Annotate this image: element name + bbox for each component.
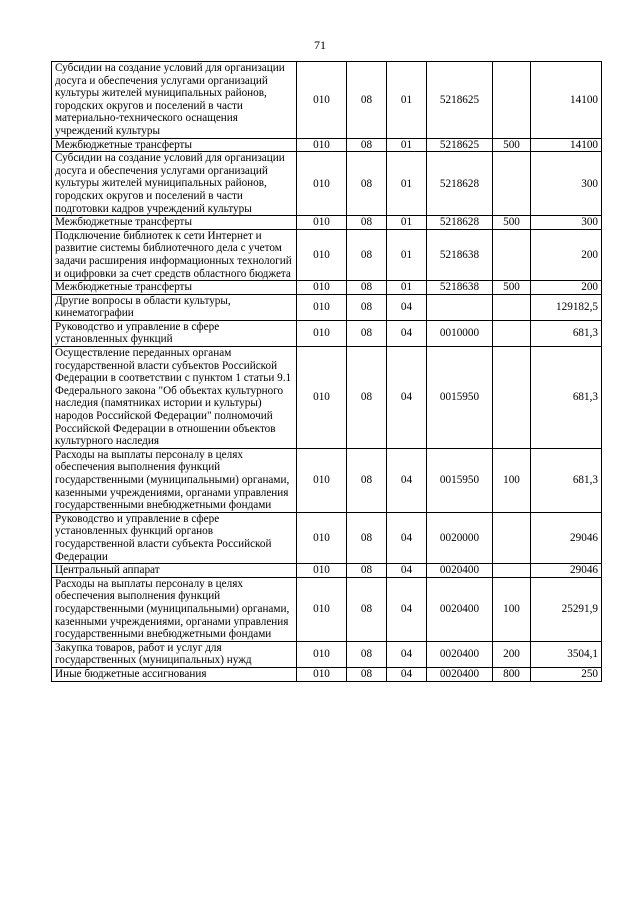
- table-row: [52, 564, 602, 578]
- expense-type-cell: [493, 512, 531, 563]
- admin-code-cell: 010: [297, 564, 347, 578]
- subsection-code-cell: 01: [387, 62, 427, 139]
- target-article-cell: 0020400: [427, 641, 493, 667]
- table-row: [52, 138, 602, 152]
- row-name-cell: Центральный аппарат: [52, 564, 297, 578]
- table-row: [52, 667, 602, 681]
- subsection-code-cell: 01: [387, 216, 427, 230]
- amount-cell: 250: [531, 667, 602, 681]
- row-name-cell: Другие вопросы в области культуры, кинематографии: [52, 294, 297, 320]
- row-name-cell: Межбюджетные трансферты: [52, 138, 297, 152]
- table-row: [52, 216, 602, 230]
- subsection-code-cell: 01: [387, 281, 427, 295]
- row-name-cell: Иные бюджетные ассигнования: [52, 667, 297, 681]
- target-article-cell: 0020400: [427, 564, 493, 578]
- section-code-cell: 08: [347, 294, 387, 320]
- expense-type-cell: 200: [493, 641, 531, 667]
- subsection-code-cell: 04: [387, 641, 427, 667]
- admin-code-cell: 010: [297, 577, 347, 641]
- amount-cell: 29046: [531, 512, 602, 563]
- expense-type-cell: [493, 229, 531, 280]
- amount-cell: 129182,5: [531, 294, 602, 320]
- table-row: [52, 641, 602, 667]
- subsection-code-cell: 01: [387, 138, 427, 152]
- amount-cell: 681,3: [531, 347, 602, 449]
- section-code-cell: 08: [347, 641, 387, 667]
- target-article-cell: 5218628: [427, 152, 493, 216]
- amount-cell: 300: [531, 216, 602, 230]
- admin-code-cell: 010: [297, 152, 347, 216]
- amount-cell: 25291,9: [531, 577, 602, 641]
- admin-code-cell: 010: [297, 229, 347, 280]
- admin-code-cell: 010: [297, 347, 347, 449]
- admin-code-cell: 010: [297, 138, 347, 152]
- subsection-code-cell: 04: [387, 577, 427, 641]
- row-name-cell: Межбюджетные трансферты: [52, 281, 297, 295]
- section-code-cell: 08: [347, 281, 387, 295]
- section-code-cell: 08: [347, 320, 387, 346]
- row-name-cell: Осуществление переданных органам государственной власти субъектов Российской Федерации в соответствии с пунктом 1 статьи 9.1 Федерального закона "Об объектах культурного наследия (памятниках истории и культуры) народов Российской Федерации" полномочий Российской Федерации в отношении объектов культурного наследия: [52, 347, 297, 449]
- table-row: [52, 281, 602, 295]
- expense-type-cell: [493, 294, 531, 320]
- section-code-cell: 08: [347, 564, 387, 578]
- expense-type-cell: [493, 347, 531, 449]
- subsection-code-cell: 04: [387, 448, 427, 512]
- section-code-cell: 08: [347, 577, 387, 641]
- row-name-cell: Закупка товаров, работ и услуг для государственных (муниципальных) нужд: [52, 641, 297, 667]
- table-row: [52, 152, 602, 216]
- subsection-code-cell: 04: [387, 512, 427, 563]
- row-name-cell: Расходы на выплаты персоналу в целях обеспечения выполнения функций государственными (муниципальными) органами, казенными учреждениями, органами управления государственными внебюджетными фондами: [52, 577, 297, 641]
- table-row: [52, 512, 602, 563]
- amount-cell: 14100: [531, 138, 602, 152]
- target-article-cell: 0015950: [427, 448, 493, 512]
- section-code-cell: 08: [347, 448, 387, 512]
- subsection-code-cell: 04: [387, 564, 427, 578]
- section-code-cell: 08: [347, 667, 387, 681]
- expense-type-cell: 100: [493, 448, 531, 512]
- section-code-cell: 08: [347, 62, 387, 139]
- expense-type-cell: 500: [493, 216, 531, 230]
- table-row: [52, 62, 602, 139]
- subsection-code-cell: 04: [387, 347, 427, 449]
- subsection-code-cell: 01: [387, 152, 427, 216]
- expense-type-cell: [493, 62, 531, 139]
- row-name-cell: Подключение библиотек к сети Интернет и развитие системы библиотечного дела с учетом задачи расширения информационных технологий и оцифровки за счет средств областного бюджета: [52, 229, 297, 280]
- target-article-cell: 5218638: [427, 281, 493, 295]
- row-name-cell: Субсидии на создание условий для организации досуга и обеспечения услугами организаций культуры жителей муниципальных районов, городских округов и поселений в части подготовки кадров учреждений культуры: [52, 152, 297, 216]
- admin-code-cell: 010: [297, 667, 347, 681]
- row-name-cell: Руководство и управление в сфере установленных функций органов государственной власти субъекта Российской Федерации: [52, 512, 297, 563]
- expense-type-cell: 500: [493, 138, 531, 152]
- table-row: [52, 320, 602, 346]
- subsection-code-cell: 04: [387, 667, 427, 681]
- amount-cell: 681,3: [531, 448, 602, 512]
- subsection-code-cell: 04: [387, 294, 427, 320]
- page-number: 71: [314, 38, 326, 52]
- admin-code-cell: 010: [297, 216, 347, 230]
- amount-cell: 3504,1: [531, 641, 602, 667]
- target-article-cell: 5218625: [427, 62, 493, 139]
- expense-type-cell: 800: [493, 667, 531, 681]
- target-article-cell: 5218625: [427, 138, 493, 152]
- target-article-cell: 0015950: [427, 347, 493, 449]
- expense-type-cell: [493, 320, 531, 346]
- section-code-cell: 08: [347, 512, 387, 563]
- table-row: [52, 448, 602, 512]
- expense-type-cell: 500: [493, 281, 531, 295]
- budget-table: [51, 61, 602, 682]
- target-article-cell: 5218638: [427, 229, 493, 280]
- admin-code-cell: 010: [297, 641, 347, 667]
- row-name-cell: Руководство и управление в сфере установленных функций: [52, 320, 297, 346]
- amount-cell: 29046: [531, 564, 602, 578]
- section-code-cell: 08: [347, 229, 387, 280]
- table-row: [52, 577, 602, 641]
- table-row: [52, 347, 602, 449]
- target-article-cell: 0020000: [427, 512, 493, 563]
- row-name-cell: Расходы на выплаты персоналу в целях обеспечения выполнения функций государственными (муниципальными) органами, казенными учреждениями, органами управления государственными внебюджетными фондами: [52, 448, 297, 512]
- admin-code-cell: 010: [297, 62, 347, 139]
- row-name-cell: Межбюджетные трансферты: [52, 216, 297, 230]
- amount-cell: 14100: [531, 62, 602, 139]
- expense-type-cell: [493, 152, 531, 216]
- admin-code-cell: 010: [297, 281, 347, 295]
- amount-cell: 300: [531, 152, 602, 216]
- subsection-code-cell: 04: [387, 320, 427, 346]
- amount-cell: 681,3: [531, 320, 602, 346]
- amount-cell: 200: [531, 281, 602, 295]
- table-row: [52, 294, 602, 320]
- expense-type-cell: [493, 564, 531, 578]
- admin-code-cell: 010: [297, 294, 347, 320]
- target-article-cell: 0020400: [427, 577, 493, 641]
- target-article-cell: [427, 294, 493, 320]
- admin-code-cell: 010: [297, 320, 347, 346]
- section-code-cell: 08: [347, 216, 387, 230]
- target-article-cell: 0010000: [427, 320, 493, 346]
- section-code-cell: 08: [347, 138, 387, 152]
- subsection-code-cell: 01: [387, 229, 427, 280]
- section-code-cell: 08: [347, 152, 387, 216]
- target-article-cell: 0020400: [427, 667, 493, 681]
- row-name-cell: Субсидии на создание условий для организации досуга и обеспечения услугами организаций культуры жителей муниципальных районов, городских округов и поселений в части материально-технического оснащения учреждений культуры: [52, 62, 297, 139]
- admin-code-cell: 010: [297, 512, 347, 563]
- admin-code-cell: 010: [297, 448, 347, 512]
- expense-type-cell: 100: [493, 577, 531, 641]
- section-code-cell: 08: [347, 347, 387, 449]
- amount-cell: 200: [531, 229, 602, 280]
- target-article-cell: 5218628: [427, 216, 493, 230]
- table-row: [52, 229, 602, 280]
